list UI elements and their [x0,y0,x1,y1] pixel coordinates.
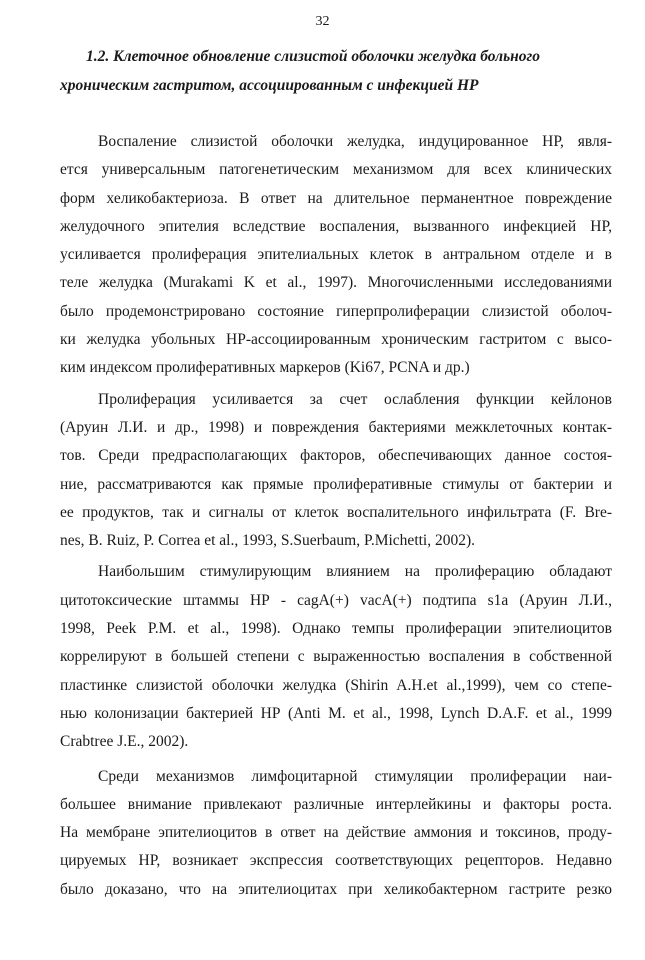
text-line: Наибольшим стимулирующим влиянием на пролиферацию обладают [98,563,612,581]
text-line: было продемонстрировано состояние гиперпролиферации слизистой оболоч- [60,302,612,320]
text-line: цируемых НР, возникает экспрессия соответствующих рецепторов. Недавно [60,852,612,870]
text-line: тов. Среди предрасполагающих факторов, обеспечивающих данное состоя- [60,447,612,465]
paragraph [60,386,612,556]
text-line: ки желудка убольных НР-ассоциированным хроническим гастритом с высо- [60,331,612,349]
text-line: желудочного эпителия вследствие воспаления, вызванного инфекцией НР, [60,217,612,235]
text-line: цитотоксические штаммы НР - cagA(+) vacA(+) подтипа s1a (Аруин Л.И., [60,591,612,609]
text-line: ким индексом пролиферативных маркеров (Ki67, PCNA и др.) [60,359,470,377]
text-line: На мембране эпителиоцитов в ответ на действие аммония и токсинов, проду- [60,824,612,842]
text-line: ется универсальным патогенетическим механизмом для всех клинических [60,161,612,179]
text-line: было доказано, что на эпителиоцитах при хеликобактерном гастрите резко [60,880,612,898]
text-line: (Аруин Л.И. и др., 1998) и повреждения бактериями межклеточных контак- [60,418,612,436]
text-line: Воспаление слизистой оболочки желудка, индуцированное НР, явля- [98,133,612,150]
text-line: Crabtree J.E., 2002). [60,733,189,751]
paragraph [60,558,612,756]
text-line: Среди механизмов лимфоцитарной стимуляции пролиферации наи- [98,767,612,785]
paragraph [60,763,612,904]
text-line: ее продуктов, так и сигналы от клеток воспалительного инфильтрата (F. Bre- [60,503,612,521]
text-line: теле желудка (Murakami K et al., 1997). Многочисленными исследованиями [60,274,612,292]
section-heading [60,42,620,100]
section-heading-line: 1.2. Клеточное обновление слизистой оболочки желудка больного [86,48,541,65]
paragraph [60,128,612,383]
text-line: Пролиферация усиливается за счет ослабления функции кейлонов [98,390,612,408]
text-line: ние, рассматриваются как прямые пролиферативные стимулы от бактерии и [60,475,612,493]
text-line: коррелируют в большей степени с выраженностью воспаления в собственной [60,648,612,666]
text-line: 1998, Peek P.M. et al., 1998). Однако темпы пролиферации эпителиоцитов [60,620,612,638]
text-line: пластинке слизистой оболочки желудка (Shirin A.H.et al.,1999), чем со степе- [60,676,612,694]
text-line: nes, B. Ruiz, P. Correa et al., 1993, S.Suerbaum, P.Michetti, 2002). [60,532,476,550]
body-text [60,128,612,904]
text-line: большее внимание привлекают различные интерлейкины и факторы роста. [60,795,612,813]
page-number: 32 [315,14,330,29]
text-line: усиливается пролиферация эпителиальных клеток в антральном отделе и в [60,246,612,264]
section-heading-line: хроническим гастритом, ассоциированным с инфекцией НР [60,77,479,94]
text-line: нью колонизации бактерией НР (Anti M. et al., 1998, Lynch D.A.F. et al., 1999 [60,704,612,722]
text-line: форм хеликобактериоза. В ответ на длительное перманентное повреждение [60,189,612,207]
